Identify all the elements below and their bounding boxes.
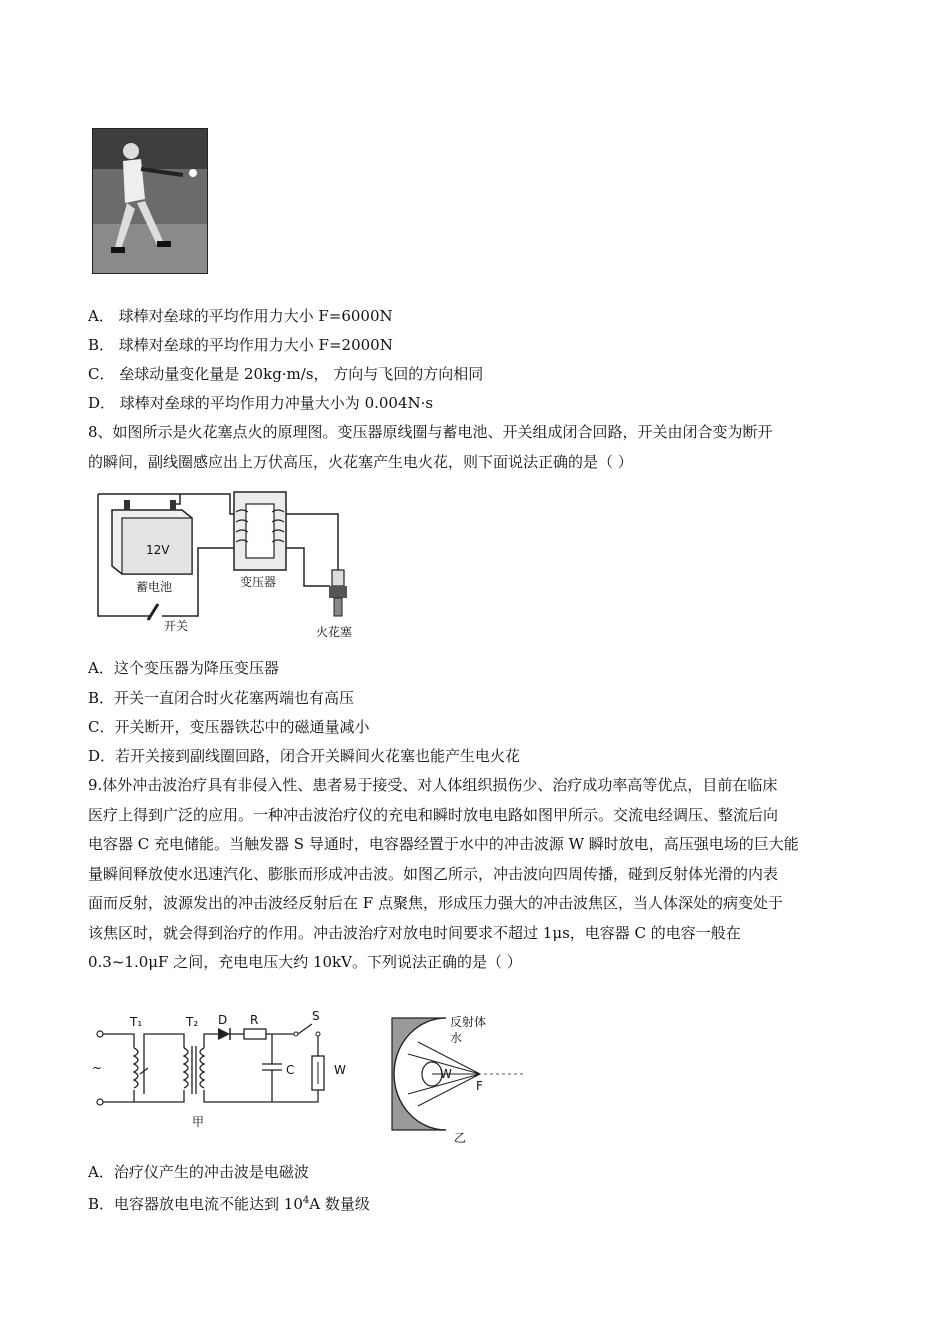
spark-plug-circuit-figure — [90, 486, 380, 646]
ac-source-symbol: ~ — [92, 1061, 103, 1075]
reflector-figure — [388, 1014, 538, 1148]
q9-stem-line-1: 9.体外冲击波治疗具有非侵入性、患者易于接受、对人体组织损伤少、治疗成功率高等优点，目前在临床 — [88, 776, 778, 794]
source-w-label: W — [334, 1063, 346, 1077]
q7-option-c: C． 垒球动量变化量是 20kg·m/s， 方向与飞回的方向相同 — [88, 365, 484, 383]
q7-option-a: A． 球棒对垒球的平均作用力大小 F=6000N — [88, 307, 393, 325]
figure-yi-label: 乙 — [454, 1131, 467, 1144]
w-source-label: W — [440, 1067, 452, 1081]
figure-jia-label: 甲 — [192, 1115, 205, 1129]
q8-option-d: D．若开关接到副线圈回路，闭合开关瞬间火花塞也能产生电火花 — [88, 747, 521, 765]
switch-label: 开关 — [164, 619, 189, 633]
q9-stem-line-6: 该焦区时，就会得到治疗的作用。冲击波治疗对放电时间要求不超过 1μs，电容器 C 的电容一般在 — [88, 924, 741, 942]
q9-option-a: A．治疗仪产生的冲击波是电磁波 — [88, 1163, 309, 1181]
t2-label: T₂ — [186, 1015, 199, 1029]
t1-label: T₁ — [130, 1015, 143, 1029]
q9-stem-line-4: 量瞬间释放使水迅速汽化、膨胀而形成冲击波。如图乙所示，冲击波向四周传播，碰到反射体光滑的内表 — [88, 865, 779, 883]
reflector-label: 反射体 — [450, 1015, 487, 1029]
q8-option-b: B．开关一直闭合时火花塞两端也有高压 — [88, 689, 355, 707]
q7-option-b: B． 球棒对垒球的平均作用力大小 F=2000N — [88, 336, 393, 354]
resistor-label: R — [250, 1013, 259, 1027]
water-label: 水 — [450, 1031, 463, 1045]
q9-option-b — [88, 1191, 370, 1214]
spark-plug-label: 火花塞 — [316, 625, 353, 639]
shockwave-circuit-figure — [88, 1010, 358, 1144]
q9-stem-line-5: 面而反射，波源发出的冲击波经反射后在 F 点聚焦，形成压力强大的冲击波焦区，当人体深处的病变处于 — [88, 894, 783, 912]
q9-stem-line-2: 医疗上得到广泛的应用。一种冲击波治疗仪的充电和瞬时放电电路如图甲所示。交流电经调压、整流后向 — [88, 806, 779, 824]
q8-stem-line-2: 的瞬间，副线圈感应出上万伏高压，火花塞产生电火花，则下面说法正确的是（ ） — [88, 453, 633, 471]
q8-option-a: A．这个变压器为降压变压器 — [88, 659, 279, 677]
battery-label: 蓄电池 — [136, 580, 173, 594]
q9-stem-line-7: 0.3~1.0μF 之间，充电电压大约 10kV。下列说法正确的是（ ） — [88, 953, 522, 971]
q8-option-c: C．开关断开，变压器铁芯中的磁通量减小 — [88, 718, 370, 736]
transformer-label: 变压器 — [240, 575, 277, 589]
trigger-s-label: S — [312, 1010, 320, 1023]
q7-option-d: D． 球棒对垒球的平均作用力冲量大小为 0.004N·s — [88, 394, 434, 412]
q9-option-b-exponent: 4 — [302, 1195, 310, 1206]
softball-batter-photo — [92, 128, 208, 274]
battery-voltage-label: 12V — [146, 543, 170, 557]
q9-option-b-unit: A 数量级 — [309, 1195, 370, 1213]
q8-stem-line-1: 8、如图所示是火花塞点火的原理图。变压器原线圈与蓄电池、开关组成闭合回路，开关由闭合变为断开 — [88, 423, 773, 441]
q9-stem-line-3: 电容器 C 充电储能。当触发器 S 导通时，电容器经置于水中的冲击波源 W 瞬时放电，高压强电场的巨大能 — [88, 835, 799, 853]
q9-option-b-text: B．电容器放电电流不能达到 10 — [88, 1195, 303, 1213]
capacitor-label: C — [286, 1063, 295, 1077]
focus-f-label: F — [476, 1079, 483, 1093]
diode-label: D — [218, 1013, 228, 1027]
